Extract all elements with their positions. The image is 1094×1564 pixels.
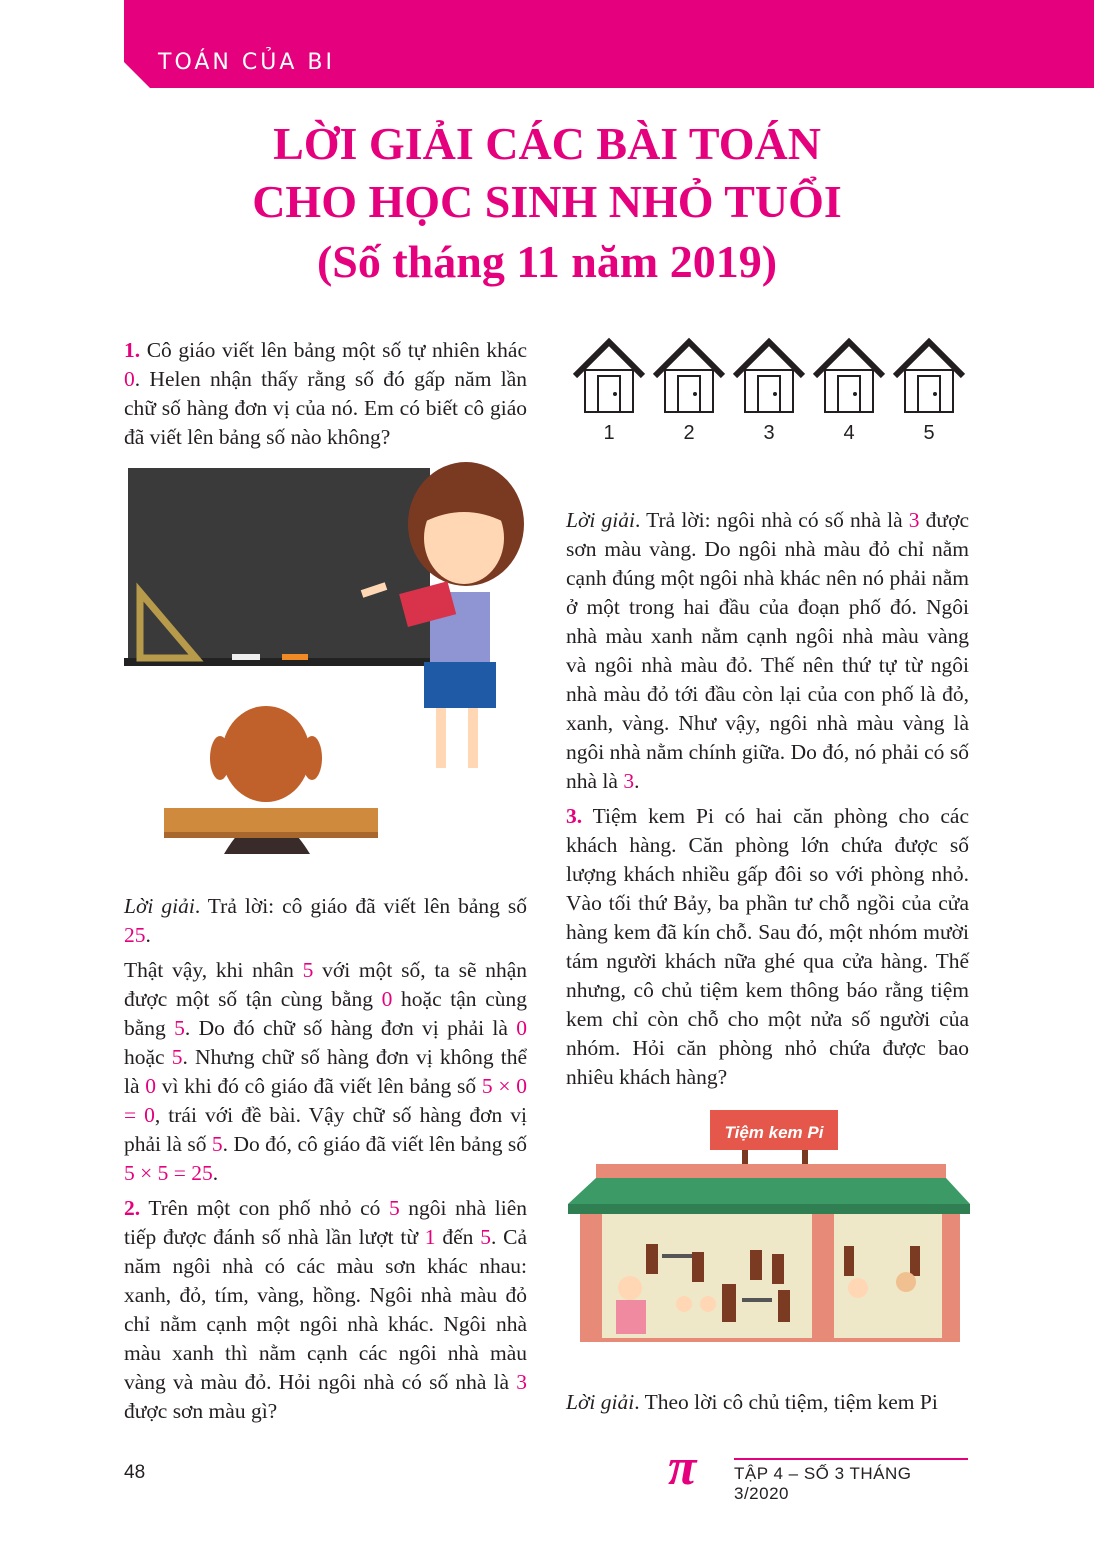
house-5	[892, 336, 966, 446]
houses-diagram	[568, 336, 968, 456]
pi-logo: π	[668, 1439, 697, 1496]
header-notch	[124, 62, 150, 88]
house-4	[812, 336, 886, 446]
house-number: 2	[683, 422, 695, 444]
house-icon	[572, 336, 646, 420]
problem-1: 1. Cô giáo viết lên bảng một số tự nhiên khác 0. Helen nhận thấy rằng số đó gấp năm lần chữ số hàng đơn vị của nó. Em có biết cô giáo đã viết lên bảng số nào không?	[124, 338, 527, 449]
solution-1: Lời giải. Trả lời: cô giáo đã viết lên bảng số 25. Thật vậy, khi nhân 5 với một số, ta sẽ nhận được một số tận cùng bằng 0 hoặc tận cùng bằng 5. Do đó chữ số hàng đơn vị phải là 0 hoặc 5. Nhưng chữ số hàng đơn vị không thể là 0 vì khi đó cô giáo đã viết lên bảng số 5 × 0 = 0, trái với đề bài. Vậy chữ số hàng đơn vị phải là số 5. Do đó, cô giáo đã viết lên bảng số 5 × 5 = 25. 2. Trên một con phố nhỏ có 5 ngôi nhà liên tiếp được đánh số nhà lần lượt từ 1 đến 5. Cả năm ngôi nhà có các màu sơn khác nhau: xanh, đỏ, tím, vàng, hồng. Ngôi nhà màu đỏ chỉ nằm cạnh một ngôi nhà khác. Ngôi nhà màu xanh thì nằm cạnh các ngôi nhà màu vàng và màu đỏ. Hỏi ngôi nhà có số nhà là 3 được sơn màu gì?	[124, 894, 528, 1423]
house-icon	[732, 336, 806, 420]
title-line-1: LỜI GIẢI CÁC BÀI TOÁN	[273, 118, 821, 169]
solution-3-start: Lời giải. Theo lời cô chủ tiệm, tiệm kem Pi	[566, 1390, 938, 1414]
title-line-2: CHO HỌC SINH NHỎ TUỔI	[252, 176, 842, 227]
house-1	[572, 336, 646, 446]
house-icon	[812, 336, 886, 420]
title-line-3: (Số tháng 11 năm 2019)	[316, 236, 778, 287]
house-number: 3	[763, 422, 775, 444]
house-3	[732, 336, 806, 446]
house-number: 4	[843, 422, 855, 444]
section-label: TOÁN CỦA BI	[158, 50, 335, 75]
house-2	[652, 336, 726, 446]
ice-cream-shop-illustration	[566, 1104, 972, 1344]
page-number: 48	[124, 1462, 146, 1483]
house-icon	[892, 336, 966, 420]
classroom-illustration	[124, 462, 534, 854]
issue-info: TẬP 4 – SỐ 3 THÁNG 3/2020	[734, 1458, 968, 1504]
house-number: 1	[603, 422, 615, 444]
house-number: 5	[923, 422, 935, 444]
solution-2-and-problem-3: Lời giải. Trả lời: ngôi nhà có số nhà là 3 được sơn màu vàng. Do ngôi nhà màu đỏ chỉ nằm cạnh đúng một ngôi nhà khác nên nó phải nằm ở một trong hai đầu của đoạn phố đó. Ngôi nhà màu xanh nằm cạnh ngôi nhà màu vàng và ngôi nhà màu đỏ. Thế nên thứ tự từ ngôi nhà màu đỏ tới đầu còn lại của con phố là đỏ, xanh, vàng. Như vậy, ngôi nhà màu vàng là ngôi nhà nằm chính giữa. Do đó, nó phải có số nhà là 3. 3. Tiệm kem Pi có hai căn phòng cho các khách hàng. Căn phòng lớn chứa được số lượng khách nhiều gấp đôi so với phòng nhỏ. Vào tối thứ Bảy, ba phần tư chỗ ngồi của cửa hàng kem đã kín chỗ. Sau đó, một nhóm mười tám người khách nữa ghé qua cửa hàng. Thế nhưng, cô chủ tiệm kem thông báo rằng tiệm kem chỉ còn chỗ cho một nửa số người của nhóm. Hỏi căn phòng nhỏ chứa được bao nhiêu khách hàng?	[566, 508, 969, 1089]
house-icon	[652, 336, 726, 420]
shop-sign-text: Tiệm kem Pi	[724, 1123, 824, 1142]
